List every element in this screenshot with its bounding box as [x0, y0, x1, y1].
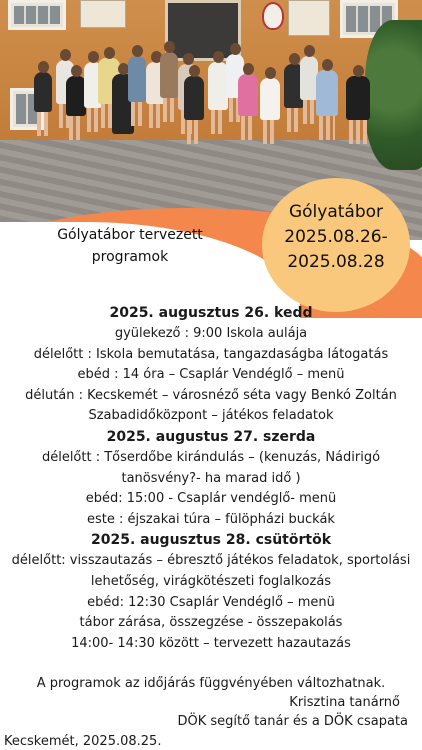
program-line: délelőtt: visszautazás – ébresztő játékos feladatok, sportolási [11, 553, 411, 569]
program-line: ebéd : 14 óra – Csaplár Vendéglő – menü [77, 367, 345, 383]
student [208, 62, 228, 110]
badge-date-to: 2025.08.28 [287, 252, 385, 272]
program-line: délelőtt : Iskola bemutatása, tangazdaságba látogatás [33, 346, 389, 362]
student [66, 76, 86, 116]
program-line: tábor zárása, összegzése - összepakolás [79, 615, 343, 631]
program-line: ebéd: 15:00 - Csaplár vendéglő- menü [85, 491, 337, 507]
badge-title: Gólyatábor [288, 202, 384, 222]
weather-note: A programok az időjárás függvényében változhatnak. [36, 676, 386, 691]
signature-dok: DÖK segítő tanár és a DÖK csapata [177, 714, 408, 729]
student [160, 52, 178, 98]
student [238, 74, 258, 116]
program-line: tanösvény?- ha marad idő ) [121, 470, 301, 486]
day-heading: 2025. augusztus 28. csütörtök [90, 532, 332, 549]
date-badge-text [262, 200, 410, 275]
window [8, 0, 66, 30]
student [34, 72, 52, 112]
wall-plaque [288, 0, 330, 36]
signature-teacher: Krisztina tanárnő [289, 695, 400, 710]
student [128, 56, 146, 102]
student [184, 76, 204, 120]
program-line: ebéd: 12:30 Csaplár Vendéglő – menü [87, 594, 335, 610]
day-heading: 2025. augusztus 26. kedd [109, 305, 313, 321]
school-emblem [262, 2, 284, 30]
program-line: 14:00- 14:30 között – tervezett hazautazás [71, 635, 351, 651]
program-line: délután : Kecskemét – városnéző séta vagy Benkó Zoltán [25, 387, 397, 403]
program-line: gyülekező : 9:00 Iskola aulája [114, 326, 308, 341]
program-line: este : éjszakai túra – fülöpházi buckák [87, 511, 335, 527]
wall-plaque [80, 0, 126, 28]
student [316, 70, 338, 116]
program-line: délelőtt : Tőserdőbe kirándulás – (kenuzás, Nádirigó [41, 449, 381, 465]
program-line: Szabadidőközpont – játékos feladatok [88, 408, 334, 424]
subtitle-line-1: Gólyatábor tervezett [57, 227, 203, 243]
subtitle-line-2: programok [91, 249, 169, 265]
subtitle [30, 224, 230, 268]
program-line: lehetőség, virágkötészeti foglalkozás [90, 573, 332, 589]
student [346, 76, 370, 120]
badge-date-from: 2025.08.26- [284, 227, 388, 247]
program-list [0, 303, 422, 654]
student [260, 78, 280, 120]
tree [365, 20, 422, 170]
place-date: Kecskemét, 2025.08.25. [4, 734, 162, 749]
entrance-door [165, 0, 241, 61]
day-heading: 2025. augustus 27. szerda [106, 428, 316, 445]
